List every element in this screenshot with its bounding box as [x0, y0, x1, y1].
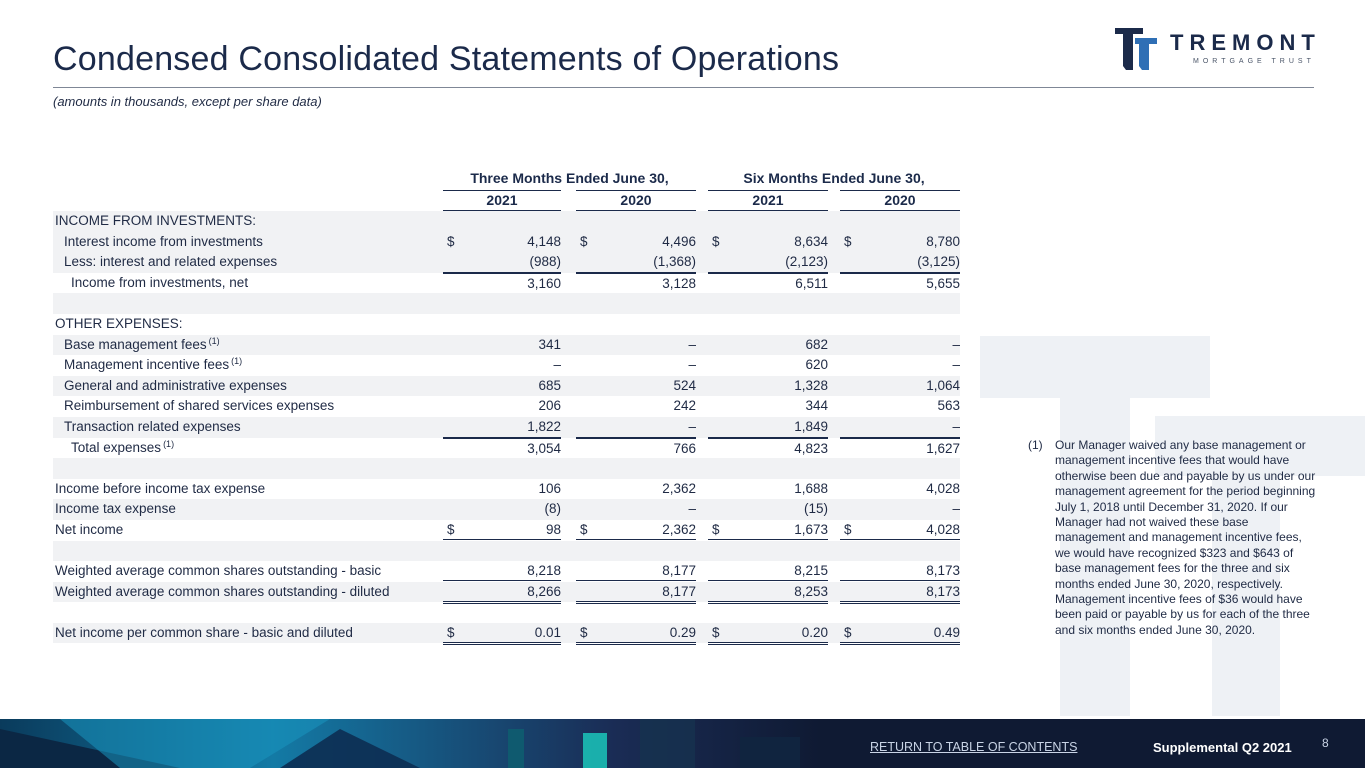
value-cell — [840, 602, 960, 622]
row-label-text: Income from investments, net — [71, 274, 249, 290]
value-cell — [840, 561, 960, 583]
row-label-text: Base management fees — [64, 336, 207, 352]
value-cell — [576, 335, 696, 355]
footer-bar — [0, 719, 1365, 768]
value-text: – — [952, 501, 960, 517]
value-text: 1,673 — [794, 521, 828, 537]
row-label — [55, 582, 389, 603]
row-label — [55, 211, 256, 232]
value-text: 4,148 — [527, 233, 561, 249]
table-row — [53, 293, 960, 314]
table-row — [53, 623, 960, 644]
table-row — [53, 438, 960, 459]
value-cell — [576, 561, 696, 583]
operations-statement-table — [53, 168, 960, 643]
value-cell — [576, 396, 696, 416]
value-text: 8,253 — [794, 583, 828, 599]
row-label — [64, 335, 220, 357]
page-number: 8 — [1322, 736, 1329, 750]
value-text: 0.01 — [534, 624, 561, 640]
value-cell — [576, 499, 696, 519]
value-text: 106 — [538, 480, 561, 496]
year-header-cell: 2021 — [443, 190, 561, 211]
table-row — [53, 541, 960, 562]
logo-tagline: MORTGAGE TRUST — [1193, 58, 1315, 65]
value-cell — [443, 273, 561, 294]
value-text: – — [952, 418, 960, 434]
value-cell — [576, 293, 696, 313]
value-cell — [443, 396, 561, 416]
row-label-text: General and administrative expenses — [64, 377, 287, 393]
value-text: – — [688, 501, 696, 517]
tremont-logo-mark-icon — [1113, 26, 1159, 72]
value-cell — [576, 438, 696, 459]
value-cell — [840, 252, 960, 273]
page-title: Condensed Consolidated Statements of Operations — [53, 40, 840, 78]
value-text: (988) — [529, 254, 561, 270]
row-label — [55, 314, 183, 335]
value-cell — [840, 582, 960, 604]
value-cell — [840, 314, 960, 334]
value-text: 1,849 — [794, 418, 828, 434]
value-cell — [708, 623, 828, 645]
value-text: (15) — [803, 501, 828, 517]
value-text: 2,362 — [662, 521, 696, 537]
value-cell — [708, 396, 828, 416]
row-label — [64, 355, 242, 377]
table-row — [53, 335, 960, 356]
value-cell — [576, 602, 696, 622]
row-label-text: Interest income from investments — [64, 233, 263, 249]
value-text: 5,655 — [926, 275, 960, 291]
table-row — [53, 561, 960, 582]
value-cell — [443, 582, 561, 604]
value-text: 98 — [545, 521, 561, 537]
footnote-reference: (1) — [231, 356, 243, 367]
value-text: (1,368) — [653, 254, 696, 270]
value-text: 1,064 — [926, 377, 960, 393]
value-cell — [708, 479, 828, 499]
value-cell — [576, 314, 696, 334]
value-text: (2,123) — [785, 254, 828, 270]
value-text: 2,362 — [662, 480, 696, 496]
value-text: 0.29 — [669, 624, 696, 640]
footnote-marker: (1) — [1028, 438, 1043, 452]
value-cell — [708, 252, 828, 273]
value-text: 242 — [673, 398, 696, 414]
table-row — [53, 602, 960, 623]
row-label-text: Net income — [55, 521, 124, 537]
row-label-text: Income tax expense — [55, 501, 176, 517]
value-cell — [443, 252, 561, 273]
value-cell — [708, 582, 828, 604]
supplemental-label: Supplemental Q2 2021 — [1153, 740, 1292, 755]
value-text: 1,688 — [794, 480, 828, 496]
year-header-cell: 2021 — [708, 190, 828, 211]
value-cell — [443, 232, 561, 252]
value-text: (3,125) — [917, 254, 960, 270]
value-cell — [443, 520, 561, 542]
value-cell — [576, 376, 696, 396]
value-cell — [576, 273, 696, 294]
value-text: 4,028 — [926, 480, 960, 496]
value-cell — [576, 252, 696, 273]
row-label — [71, 438, 174, 460]
value-text: 6,511 — [795, 275, 828, 291]
value-cell — [840, 396, 960, 416]
value-cell — [708, 293, 828, 313]
value-cell — [708, 561, 828, 583]
row-label-text: OTHER EXPENSES: — [55, 315, 183, 331]
value-text: 8,177 — [662, 583, 696, 599]
value-cell — [443, 335, 561, 355]
value-cell — [443, 602, 561, 622]
currency-symbol: $ — [712, 521, 720, 537]
table-row — [53, 479, 960, 500]
table-row — [53, 252, 960, 273]
row-label — [64, 232, 263, 253]
page-subtitle: (amounts in thousands, except per share data) — [53, 94, 322, 109]
statement-rows — [53, 211, 960, 643]
currency-symbol: $ — [844, 624, 852, 640]
value-cell — [443, 417, 561, 438]
value-cell — [576, 479, 696, 499]
value-text: 206 — [538, 398, 561, 414]
value-cell — [443, 499, 561, 519]
return-to-toc-link[interactable]: RETURN TO TABLE OF CONTENTS — [870, 740, 1078, 754]
row-label-text: Net income per common share - basic and diluted — [55, 624, 353, 640]
company-logo — [1113, 26, 1323, 71]
row-label-text: Income before income tax expense — [55, 480, 266, 496]
value-cell — [708, 541, 828, 561]
value-cell — [708, 376, 828, 396]
value-cell — [708, 520, 828, 542]
value-cell — [443, 541, 561, 561]
value-cell — [708, 499, 828, 519]
table-row — [53, 417, 960, 438]
table-row — [53, 520, 960, 541]
value-text: 4,496 — [662, 233, 696, 249]
value-cell — [840, 541, 960, 561]
value-text: – — [688, 336, 696, 352]
value-text: 3,054 — [527, 440, 561, 456]
value-cell — [443, 355, 561, 375]
value-cell — [708, 211, 828, 231]
value-text: 341 — [538, 336, 561, 352]
currency-symbol: $ — [447, 233, 455, 249]
title-divider — [53, 87, 1314, 88]
currency-symbol: $ — [447, 521, 455, 537]
value-text: 0.49 — [933, 624, 960, 640]
value-text: 8,173 — [926, 563, 960, 579]
value-cell — [708, 602, 828, 622]
row-label — [71, 273, 248, 294]
currency-symbol: $ — [580, 624, 588, 640]
row-label — [55, 623, 353, 644]
currency-symbol: $ — [712, 233, 720, 249]
table-row — [53, 396, 960, 417]
value-cell — [840, 293, 960, 313]
value-cell — [443, 211, 561, 231]
value-cell — [576, 541, 696, 561]
value-cell — [576, 355, 696, 375]
value-cell — [443, 561, 561, 583]
value-cell — [443, 438, 561, 459]
value-text: – — [688, 418, 696, 434]
group-six-months: Six Months Ended June 30, — [743, 170, 925, 186]
value-cell — [708, 458, 828, 478]
value-text: 8,634 — [794, 233, 828, 249]
value-text: 685 — [538, 377, 561, 393]
value-text: 4,028 — [926, 521, 960, 537]
footnote-text: Our Manager waived any base management or management incentive fees that would have otherwise been due and payable by us under our management agreement for the period beginning July 1, 2018 until December 31, 2020. If our Manager had not waived these base management and management incentive fees, we would have recognized $323 and $643 of base management fees for the three and six months ended June 30, 2020, respectively. Management incentive fees of $36 would have been paid or payable by us for each of the three and six months ended June 30, 2020. — [1055, 438, 1316, 637]
value-cell — [576, 417, 696, 438]
value-text: – — [952, 357, 960, 373]
value-text: – — [952, 336, 960, 352]
value-text: 4,823 — [794, 440, 828, 456]
row-label — [55, 520, 123, 541]
group-three-months: Three Months Ended June 30, — [470, 170, 669, 186]
row-label — [64, 252, 277, 273]
value-cell — [576, 211, 696, 231]
value-text: 682 — [805, 336, 828, 352]
currency-symbol: $ — [844, 233, 852, 249]
value-cell — [708, 438, 828, 459]
value-text: 766 — [673, 440, 696, 456]
value-cell — [840, 376, 960, 396]
value-text: 344 — [805, 398, 828, 414]
value-text: 3,160 — [527, 275, 561, 291]
value-cell — [576, 520, 696, 542]
currency-symbol: $ — [580, 521, 588, 537]
value-text: 1,328 — [794, 377, 828, 393]
row-label-text: Transaction related expenses — [64, 418, 241, 434]
value-cell — [443, 623, 561, 645]
row-label-text: Less: interest and related expenses — [64, 254, 278, 270]
logo-wordmark: TREMONT — [1170, 30, 1321, 55]
value-cell — [840, 458, 960, 478]
value-text: 8,780 — [926, 233, 960, 249]
value-text: 0.20 — [801, 624, 828, 640]
value-cell — [840, 417, 960, 438]
value-text: 563 — [937, 398, 960, 414]
row-label-text: Reimbursement of shared services expenses — [64, 398, 335, 414]
currency-symbol: $ — [447, 624, 455, 640]
period-group-header — [53, 168, 960, 190]
year-header — [53, 190, 960, 211]
value-cell — [840, 355, 960, 375]
footnote — [1028, 438, 1318, 638]
table-row — [53, 211, 960, 232]
value-cell — [443, 458, 561, 478]
value-text: 3,128 — [662, 275, 696, 291]
row-label-text: Total expenses — [71, 439, 162, 455]
row-label — [55, 499, 176, 520]
row-label — [55, 479, 265, 500]
value-text: (8) — [544, 501, 561, 517]
row-label — [55, 561, 381, 582]
currency-symbol: $ — [844, 521, 852, 537]
value-cell — [840, 438, 960, 459]
value-cell — [443, 376, 561, 396]
value-text: 8,173 — [926, 583, 960, 599]
value-cell — [708, 232, 828, 252]
row-label — [64, 417, 241, 438]
value-text: 8,266 — [527, 583, 561, 599]
value-cell — [443, 479, 561, 499]
value-cell — [708, 355, 828, 375]
currency-symbol: $ — [712, 624, 720, 640]
value-cell — [840, 232, 960, 252]
value-cell — [708, 314, 828, 334]
table-row — [53, 355, 960, 376]
value-cell — [840, 335, 960, 355]
value-cell — [443, 293, 561, 313]
value-cell — [840, 499, 960, 519]
row-label-text: Weighted average common shares outstanding - diluted — [55, 583, 390, 599]
row-label-text: Management incentive fees — [64, 357, 230, 373]
value-cell — [840, 273, 960, 294]
value-text: 1,627 — [926, 440, 960, 456]
value-cell — [576, 623, 696, 645]
row-label — [64, 396, 334, 417]
value-text: 8,177 — [662, 563, 696, 579]
table-row — [53, 376, 960, 397]
year-header-cell: 2020 — [840, 190, 960, 211]
value-text: – — [553, 357, 561, 373]
row-label-text: INCOME FROM INVESTMENTS: — [55, 213, 257, 228]
value-cell — [840, 479, 960, 499]
year-header-cell: 2020 — [576, 190, 696, 211]
value-text: 8,218 — [527, 563, 561, 579]
value-cell — [840, 520, 960, 542]
value-cell — [840, 623, 960, 645]
table-row — [53, 232, 960, 253]
table-row — [53, 499, 960, 520]
table-row — [53, 458, 960, 479]
currency-symbol: $ — [580, 233, 588, 249]
value-cell — [576, 232, 696, 252]
footnote-reference: (1) — [208, 335, 220, 346]
value-cell — [708, 417, 828, 438]
value-cell — [708, 273, 828, 294]
table-row — [53, 273, 960, 294]
value-text: 524 — [673, 377, 696, 393]
row-label-text: Weighted average common shares outstanding - basic — [55, 563, 382, 579]
table-row — [53, 314, 960, 335]
value-cell — [840, 211, 960, 231]
value-text: – — [688, 357, 696, 373]
row-label — [64, 376, 287, 397]
table-row — [53, 582, 960, 603]
value-text: 8,215 — [794, 563, 828, 579]
value-cell — [443, 314, 561, 334]
value-cell — [576, 458, 696, 478]
footnote-reference: (1) — [163, 438, 175, 449]
value-cell — [708, 335, 828, 355]
value-cell — [576, 582, 696, 604]
value-text: 1,822 — [527, 418, 561, 434]
value-text: 620 — [805, 357, 828, 373]
